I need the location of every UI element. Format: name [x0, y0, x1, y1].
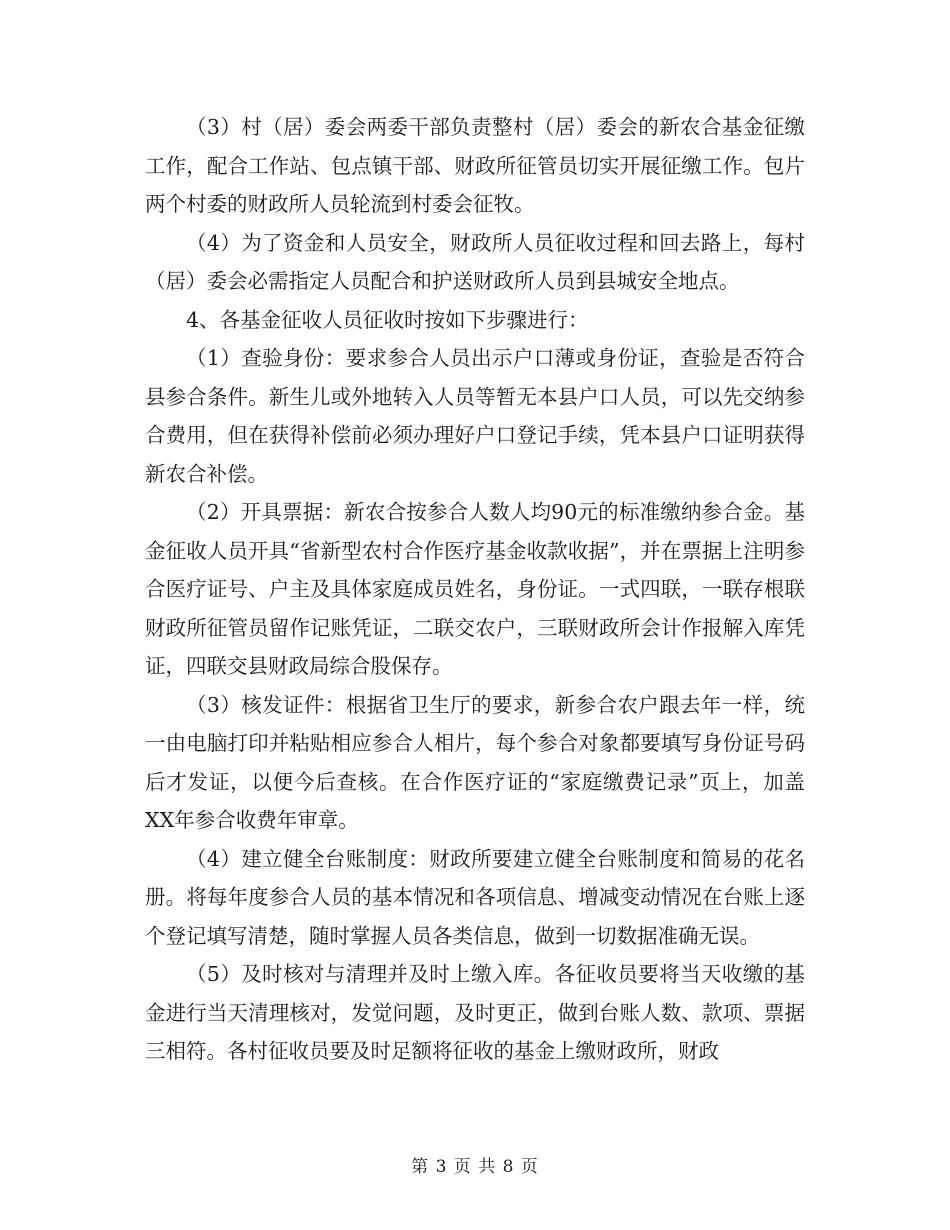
page-number-footer: 第 3 页 共 8 页	[411, 1157, 539, 1177]
paragraph: （4）为了资金和人员安全，财政所人员征收过程和回去路上，每村（居）委会必需指定人员配合和护送财政所人员到县城安全地点。	[145, 230, 805, 293]
paragraph: （2）开具票据：新农合按参合人数人均90元的标准缴纳参合金。基金征收人员开具“省新型农村合作医疗基金收款收据”，并在票据上注明参合医疗证号、户主及具体家庭成员姓名，身份证。一式四联，一联存根联财政所征管员留作记账凭证，二联交农户，三联财政所会计作报解入库凭证，四联交县财政局综合股保存。	[145, 500, 805, 678]
paragraph: （3）村（居）委会两委干部负责整村（居）委会的新农合基金征缴工作，配合工作站、包点镇干部、财政所征管员切实开展征缴工作。包片两个村委的财政所人员轮流到村委会征牧。	[145, 115, 805, 216]
paragraph: （5）及时核对与清理并及时上缴入库。各征收员要将当天收缴的基金进行当天清理核对，发觉问题，及时更正，做到台账人数、款项、票据三相符。各村征收员要及时足额将征收的基金上缴财政所，财政	[145, 962, 805, 1063]
paragraph: （1）查验身份：要求参合人员出示户口薄或身份证，查验是否符合县参合条件。新生儿或外地转入人员等暂无本县户口人员，可以先交纳参合费用，但在获得补偿前必须办理好户口登记手续，凭本县户口证明获得新农合补偿。	[145, 346, 805, 486]
paragraph: 4、各基金征收人员征收时按如下步骤进行：	[186, 307, 589, 332]
paragraph: （3）核发证件：根据省卫生厅的要求，新参合农户跟去年一样，统一由电脑打印并粘贴相应参合人相片，每个参合对象都要填写身份证号码后才发证，以便今后查核。在合作医疗证的“家庭缴费记录”页上，加盖XX年参合收费年审章。	[145, 692, 805, 832]
paragraph: （4）建立健全台账制度：财政所要建立健全台账制度和简易的花名册。将每年度参合人员的基本情况和各项信息、增减变动情况在台账上逐个登记填写清楚，随时掌握人员各类信息，做到一切数据准确无误。	[145, 846, 805, 948]
document-body	[145, 108, 805, 1071]
